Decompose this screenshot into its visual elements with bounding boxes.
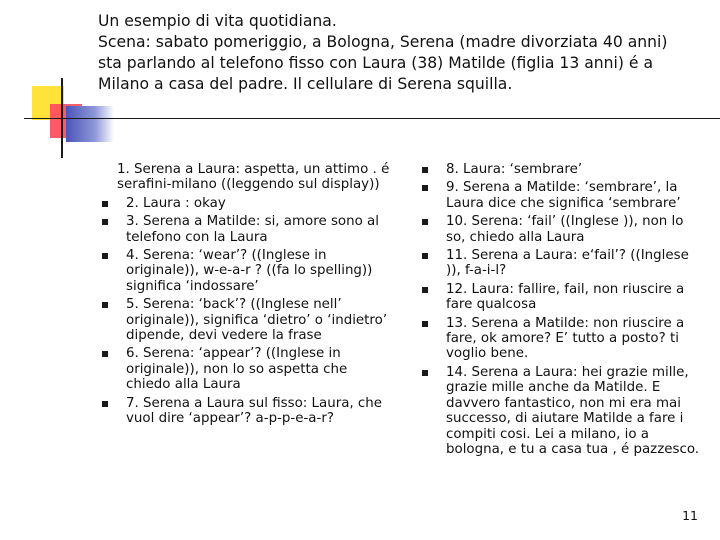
slide-title [98,11,698,95]
bullet-square-icon [422,167,428,173]
bullet-square-icon [102,401,108,407]
list-item [421,180,706,211]
bullet-square-icon [422,287,428,293]
list-item-text: 6. Serena: ‘appear’? ((Inglese in originale)), non lo so aspetta che chiedo alla Laura [126,346,348,393]
list-item-text: 1. Serena a Laura: aspetta, un attimo . é serafini-milano ((leggendo sul display)) [117,162,390,193]
bullet-square-icon [422,219,428,225]
title-line: Un esempio di vita quotidiana. [98,12,337,30]
list-item [101,196,391,211]
title-line: Scena: sabato pomeriggio, a Bologna, Serena (madre divorziata 40 anni) [98,33,668,51]
bullet-square-icon [422,185,428,191]
list-item-text: 2. Laura : okay [126,195,226,211]
bullet-square-icon [102,302,108,308]
list-item [101,346,391,392]
list-item [421,248,706,279]
list-item-text: 12. Laura: fallire, fail, non riuscire a fare qualcosa [446,281,685,313]
list-item [421,162,706,177]
list-item-text: 7. Serena a Laura sul fisso: Laura, che vuol dire ‘appear’? a-p-p-e-a-r? [126,395,383,427]
title-line: sta parlando al telefono fisso con Laura (38) Matilde (figlia 13 anni) é a [98,54,654,72]
list-item-text: 13. Serena a Matilde: non riuscire a fare, ok amore? E’ tutto a posto? ti voglio bene. [446,315,685,362]
decor-blue-gradient [66,106,114,142]
left-column [101,162,391,430]
list-item [101,162,391,193]
list-item-text: 4. Serena: ‘wear’? ((Inglese in originale)), w-e-a-r ? ((fa lo spelling)) significa ‘indossare’ [126,248,373,294]
decor-horizontal-line [24,118,720,119]
bullet-square-icon [422,253,428,259]
list-item-text: 5. Serena: ‘back’? ((Inglese nell’ originale)), significa ‘dietro’ o ‘indietro’ dipende, devi vedere la frase [126,297,388,344]
bullet-square-icon [102,201,108,207]
list-item [421,214,706,245]
list-item-text: 14. Serena a Laura: hei grazie mille, grazie mille anche da Matilde. E davvero fantastico, non mi era mai successo, di aiutare Matilde a fare i compiti cosi. Lei a milano, io a bologna, e tu a casa tua , é pazzesco. [446,364,700,457]
bullet-square-icon [102,253,108,259]
list-item-text: 10. Serena: ‘fail’ ((Inglese )), non lo so, chiedo alla Laura [446,214,684,245]
list-item [101,396,391,427]
bullet-square-icon [102,219,108,225]
list-item-text: 11. Serena a Laura: e‘fail’? ((Inglese )), f-a-i-l? [446,248,689,279]
list-item [421,282,706,313]
list-item [421,365,706,457]
list-item-text: 9. Serena a Matilde: ‘sembrare’, la Laura dice che significa ‘sembrare’ [446,180,681,211]
right-column [421,162,706,460]
list-item [101,214,391,245]
list-item [101,248,391,294]
list-item-text: 8. Laura: ‘sembrare’ [446,162,583,177]
bullet-square-icon [422,370,428,376]
list-item [101,297,391,343]
list-item-text: 3. Serena a Matilde: si, amore sono al telefono con la Laura [126,214,379,245]
bullet-square-icon [102,351,108,357]
bullet-square-icon [422,321,428,327]
list-item [421,316,706,362]
page-number: 11 [682,508,698,523]
title-line: Milano a casa del padre. Il cellulare di Serena squilla. [98,75,513,93]
